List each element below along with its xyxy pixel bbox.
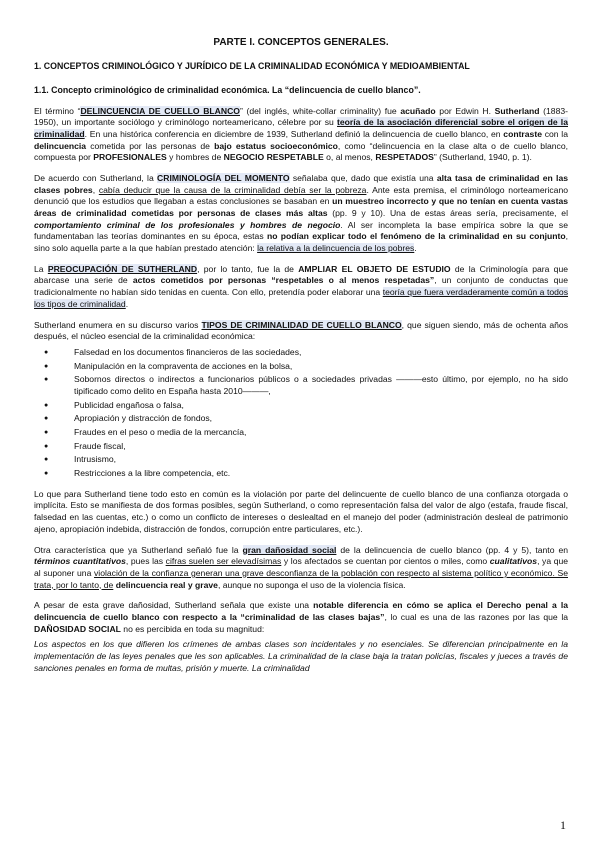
paragraph-types-intro: Sutherland enumera en su discurso varios TIPOS DE CRIMINALIDAD DE CUELLO BLANCO, que siguen siendo, más de ochenta años después, el núcleo esencial de la criminalidad económica: [34,319,568,342]
paragraph-criminology: De acuerdo con Sutherland, la CRIMINOLOGÍA DEL MOMENTO señalaba que, dado que existía una alta tasa de criminalidad en las clases pobres, cabía deducir que la causa de la criminalidad debía ser la pobreza. Ante esta premisa, el criminólogo norteamericano denunció que los estudios que llegaban a estas conclusiones se basaban en un muestreo incorrecto y que no tenían en cuenta vastas áreas de criminalidad cometidas por personas de clases más altas (pp. 9 y 10). Una de estas áreas sería, precisamente, el comportamiento criminal de los profesionales y hombres de negocio. Al ser incompleta la base empírica sobre la que se fundamentaban las teorías dominantes en su época, estas no podían explicar todo el fenómeno de la criminalidad en su conjunto, sino solo aquella parte a la que habían prestado atención: la relativa a la delincuencia de los pobres. [34,172,569,254]
paragraph-definition: El término “DELINCUENCIA DE CUELLO BLANCO” (del inglés, white-collar criminality) fue acuñado por Edwin H. Sutherland (1883-1950), un importante sociólogo y criminólogo norteamericano, célebre por su teoría de la asociación diferencial sobre el origen de la criminalidad. En una histórica conferencia en diciembre de 1939, Sutherland definió la delincuencia de cuello blanco, en contraste con la delincuencia cometida por las personas de bajo estatus socioeconómico, como “delincuencia en la clase alta o de cuello blanco, compuesta por PROFESIONALES y hombres de NEGOCIO RESPETABLE o, al menos, RESPETADOS” (Sutherland, 1940, p. 1). [34,105,568,163]
list-item: ● Fraudes en el peso o media de la mercancía, [74,427,568,439]
list-item: ● Sobornos directos o indirectos a funcionarios públicos o a sociedades privadas ———esto último, por ejemplo, no ha sido tipificado como delito en España hasta 2010———, [74,374,568,397]
block-quote: Los aspectos en los que difieren los crímenes de ambas clases son incidentales y no esenciales. Se diferencian principalmente en la implementación de las leyes penales que les son aplicables. La criminalidad de la clase baja la tratan policías, fiscales y jueces a través de sanciones penales en forma de multas, prisión y muerte. La criminalidad [34,639,568,673]
list-item: ● Apropiación y distracción de fondos, [74,413,568,425]
subsection-heading: 1.1. Concepto criminológico de criminalidad económica. La “delincuencia de cuello blanco”. [34,84,421,95]
paragraph-common-trait: Lo que para Sutherland tiene todo esto en común es la violación por parte del delincuente de cuello blanco de una confianza otorgada o implícita. Esto se manifiesta de dos formas posibles, según Sutherland, o como representación falsa del valor de algo (estafa, fraude fiscal, falsedad en las cuentas, etc.) o como un conflicto de intereses o deslealtad en el manejo del poder (administración desleal de patrimonio ajeno, apropiación indebida, distracción de fondos, corrupción entre particulares, etc.). [34,488,568,534]
document-page [34,36,568,683]
list-item: ● Restricciones a la libre competencia, etc. [74,468,568,480]
section-heading: 1. CONCEPTOS CRIMINOLÓGICO Y JURÍDICO DE LA CRIMINALIDAD ECONÓMICA Y MEDIOAMBIENTAL [34,60,470,71]
list-item: ● Falsedad en los documentos financieros de las sociedades, [74,347,568,359]
page-number: 1 [560,818,566,832]
list-item: ● Publicidad engañosa o falsa, [74,400,568,412]
list-item: ● Intrusismo, [74,454,568,466]
paragraph-penal-difference: A pesar de esta grave dañosidad, Sutherland señala que existe una notable diferencia en cómo se aplica el Derecho penal a la delincuencia de cuello blanco con respecto a la “criminalidad de las clases bajas”, lo cual es una de las razones por las que la DAÑOSIDAD SOCIAL no es percibida en toda su magnitud: [34,600,569,634]
list-item: ● Manipulación en la compraventa de acciones en la bolsa, [74,361,568,373]
paragraph-social-harm: Otra característica que ya Sutherland señaló fue la gran dañosidad social de la delincuencia de cuello blanco (pp. 4 y 5), tanto en términos cuantitativos, pues las cifras suelen ser elevadísimas y los afectados se cuentan por cientos o miles, como cualitativos, ya que al suponer una violación de la confianza generan una grave desconfianza de la población con respecto al sistema político y económico. Se trata, por lo tanto, de delincuencia real y grave, aunque no suponga el uso de la violencia física. [34,544,569,590]
page-title: PARTE I. CONCEPTOS GENERALES. [213,37,389,48]
paragraph-concern: La PREOCUPACIÓN DE SUTHERLAND, por lo tanto, fue la de AMPLIAR EL OBJETO DE ESTUDIO de la Criminología para que abarcase una serie de actos cometidos por personas “respetables o al menos respetadas”, un conjunto de conductas que tradicionalmente no habían sido tenidas en cuenta. Con ello, pretendía poder elaborar una teoría que fuera verdaderamente común a todos los tipos de criminalidad. [34,263,569,309]
crime-types-list [34,347,568,480]
list-item: ● Fraude fiscal, [74,441,568,453]
